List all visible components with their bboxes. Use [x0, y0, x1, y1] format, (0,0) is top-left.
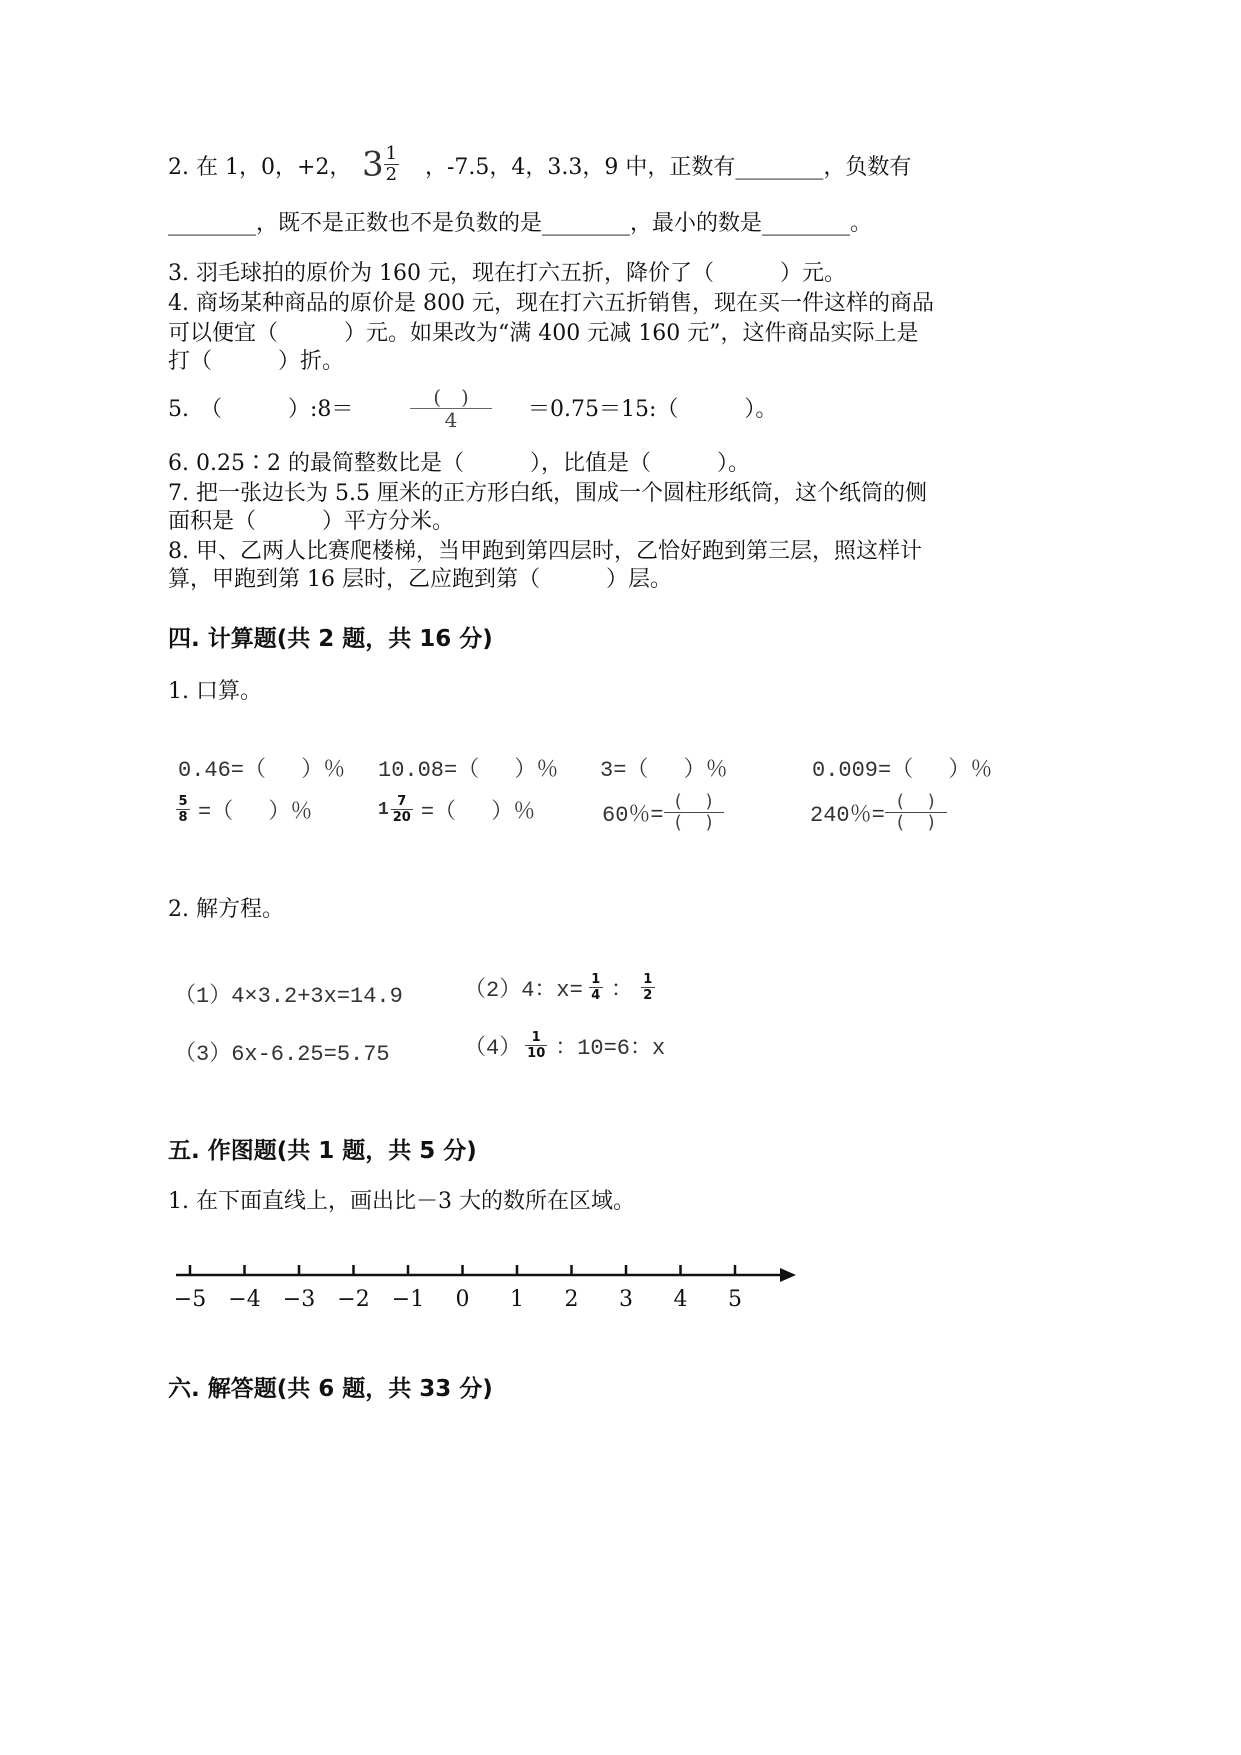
number-line-arrow — [780, 1268, 796, 1282]
oral-r1c2: 10.08=（ ）％ — [378, 758, 559, 783]
q5-b: ＝0.75＝15:（ ）。 — [528, 397, 778, 422]
r2c3-den: ( ) — [674, 812, 713, 833]
q4-line1: 4. 商场某种商品的原价是 800 元，现在打六五折销售，现在买一件这样的商品 — [168, 291, 934, 316]
mixed-whole: 3 — [362, 144, 384, 185]
number-line-ticks — [174, 1265, 742, 1312]
r2c3-a: 60％= — [602, 803, 664, 828]
section6-title: 六. 解答题(共 6 题，共 33 分) — [168, 1376, 493, 1402]
q7-line2: 面积是（ ）平方分米。 — [168, 509, 455, 534]
number-line — [170, 1258, 810, 1320]
eq2-f2-den: 2 — [643, 988, 653, 1003]
eq3: （3）6x-6.25=5.75 — [174, 1042, 390, 1067]
r2c1-rest: =（ ）％ — [198, 800, 313, 825]
s4-q1-title: 1. 口算。 — [168, 679, 262, 704]
number-line-tick-label: 5 — [728, 1287, 742, 1312]
s4-q2-title: 2. 解方程。 — [168, 897, 284, 922]
section5-title: 五. 作图题(共 1 题，共 5 分) — [168, 1138, 477, 1164]
eq2-f1-num: 1 — [589, 972, 603, 988]
q5-fraction — [410, 386, 492, 431]
oral-r2c4 — [810, 792, 947, 833]
oral-r2c3 — [602, 792, 724, 833]
r2c1-num: 5 — [176, 794, 190, 810]
oral-r1c3: 3=（ ）％ — [600, 758, 728, 783]
eq2-f1-den: 4 — [591, 988, 601, 1003]
r2c2-num: 7 — [391, 794, 413, 810]
r2c2-rest: =（ ）％ — [420, 800, 536, 825]
oral-r2c2 — [378, 794, 535, 825]
eq2-f2-num: 1 — [641, 972, 655, 988]
r2c3-num: ( ) — [664, 792, 724, 813]
r2c4-den: ( ) — [896, 812, 935, 833]
mixed-den: 2 — [385, 164, 398, 185]
q6: 6. 0.25∶2 的最简整数比是（ ），比值是（ ）。 — [168, 451, 750, 476]
q8-line1: 8. 甲、乙两人比赛爬楼梯，当甲跑到第四层时，乙恰好跑到第三层，照这样计 — [168, 539, 922, 564]
oral-r1c1: 0.46=（ ）％ — [178, 758, 346, 783]
s5-q1: 1. 在下面直线上，画出比－3 大的数所在区域。 — [168, 1189, 635, 1214]
eq4-b: ：10=6：x — [555, 1036, 666, 1061]
q5-frac-den: 4 — [444, 408, 458, 432]
q2-line2: ________，既不是正数也不是负数的是________，最小的数是________。 — [168, 211, 873, 236]
r2c4-num: ( ) — [885, 792, 947, 813]
eq1: （1）4×3.2+3x=14.9 — [174, 984, 403, 1009]
q7-line1: 7. 把一张边长为 5.5 厘米的正方形白纸，围成一个圆柱形纸筒，这个纸筒的侧 — [168, 481, 927, 506]
r2c4-a: 240％= — [810, 803, 885, 828]
mixed-number — [362, 144, 399, 185]
number-line-tick-label: −5 — [173, 1287, 207, 1312]
eq2 — [464, 972, 655, 1003]
number-line-tick-label: 4 — [673, 1287, 688, 1312]
eq2-a: （2）4：x= — [464, 978, 583, 1003]
number-line-tick-label: 1 — [510, 1287, 524, 1312]
number-line-tick-label: 3 — [619, 1287, 633, 1312]
number-line-tick-label: 2 — [564, 1287, 579, 1312]
eq2-sep: ： — [610, 978, 633, 1003]
number-line-tick-label: −2 — [337, 1287, 370, 1312]
q2-line1-b: ，-7.5，4，3.3，9 中，正数有________，负数有 — [425, 155, 912, 180]
number-line-tick-label: −3 — [282, 1287, 316, 1312]
number-line-tick-label: 0 — [455, 1287, 470, 1312]
oral-r2c1 — [176, 794, 312, 825]
oral-r1c4: 0.009=（ ）％ — [812, 758, 993, 783]
q4-line2: 可以便宜（ ）元。如果改为“满 400 元减 160 元”，这件商品实际上是 — [168, 321, 919, 346]
eq4-a: （4） — [464, 1036, 522, 1061]
r2c2-den: 20 — [392, 810, 411, 825]
q3: 3. 羽毛球拍的原价为 160 元，现在打六五折，降价了（ ）元。 — [168, 261, 846, 286]
eq4-num: 1 — [525, 1030, 547, 1046]
r2c2-whole: 1 — [378, 799, 389, 820]
number-line-tick-label: −4 — [228, 1287, 261, 1312]
q5-a: 5. （ ）:8＝ — [168, 397, 354, 422]
q5-frac-num: ( ) — [410, 386, 492, 409]
r2c1-den: 8 — [178, 810, 188, 825]
number-line-tick-label: −1 — [391, 1287, 425, 1312]
q4-line3: 打（ ）折。 — [168, 349, 345, 374]
mixed-num: 1 — [385, 143, 398, 164]
q2-line1-a: 2. 在 1，0，+2， — [168, 155, 352, 180]
eq4-den: 10 — [527, 1046, 546, 1061]
q8-line2: 算，甲跑到第 16 层时，乙应跑到第（ ）层。 — [168, 567, 672, 592]
section4-title: 四. 计算题(共 2 题，共 16 分) — [168, 626, 493, 652]
eq4 — [464, 1030, 665, 1061]
